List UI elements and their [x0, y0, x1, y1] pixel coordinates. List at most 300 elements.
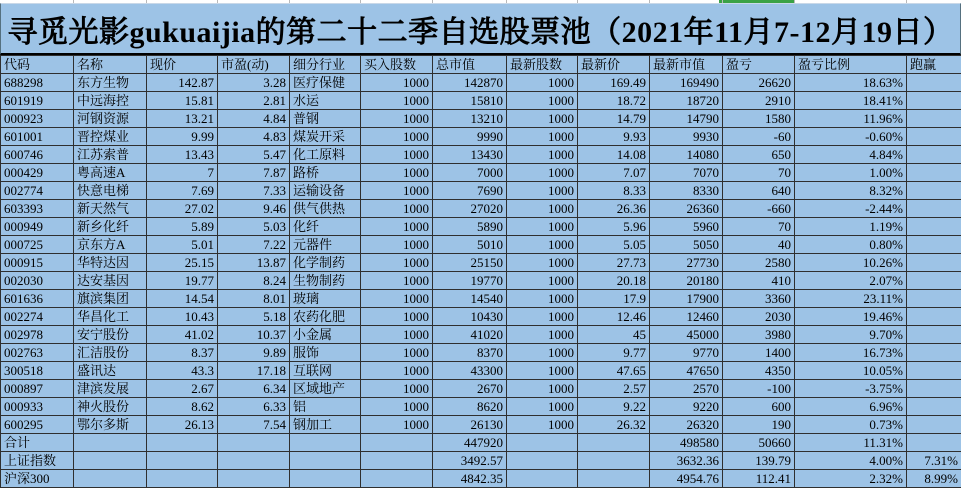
cell-r21-c4[interactable] — [218, 434, 290, 452]
cell-r21-c12[interactable]: 11.31% — [795, 434, 907, 452]
cell-r4-c9[interactable]: 9.93 — [578, 128, 650, 146]
cell-r18-c7[interactable]: 2670 — [433, 380, 507, 398]
cell-r3-c3[interactable]: 13.21 — [147, 110, 218, 128]
cell-r15-c1[interactable]: 002978 — [1, 326, 74, 344]
cell-r6-c1[interactable]: 000429 — [1, 164, 74, 182]
cell-r18-c10[interactable]: 2570 — [650, 380, 723, 398]
cell-r22-c2[interactable] — [74, 452, 147, 470]
cell-r15-c5[interactable]: 小金属 — [290, 326, 361, 344]
cell-r13-c11[interactable]: 3360 — [723, 290, 795, 308]
cell-r16-c2[interactable]: 汇洁股份 — [74, 344, 147, 362]
cell-r1-c2[interactable]: 东方生物 — [74, 74, 147, 92]
column-header-1[interactable]: 代码 — [1, 56, 74, 74]
cell-r21-c7[interactable]: 447920 — [433, 434, 507, 452]
cell-r18-c11[interactable]: -100 — [723, 380, 795, 398]
cell-r1-c5[interactable]: 医疗保健 — [290, 74, 361, 92]
cell-r18-c12[interactable]: -3.75% — [795, 380, 907, 398]
cell-r2-c3[interactable]: 15.81 — [147, 92, 218, 110]
cell-r23-c5[interactable] — [290, 470, 361, 488]
cell-r22-c10[interactable]: 3632.36 — [650, 452, 723, 470]
cell-r11-c10[interactable]: 27730 — [650, 254, 723, 272]
cell-r22-c4[interactable] — [218, 452, 290, 470]
cell-r10-c1[interactable]: 000725 — [1, 236, 74, 254]
cell-r6-c11[interactable]: 70 — [723, 164, 795, 182]
cell-r22-c7[interactable]: 3492.57 — [433, 452, 507, 470]
cell-r14-c5[interactable]: 农药化肥 — [290, 308, 361, 326]
cell-r1-c1[interactable]: 688298 — [1, 74, 74, 92]
cell-r22-c11[interactable]: 139.79 — [723, 452, 795, 470]
column-header-9[interactable]: 最新价 — [578, 56, 650, 74]
cell-r15-c7[interactable]: 41020 — [433, 326, 507, 344]
cell-r14-c8[interactable]: 1000 — [507, 308, 578, 326]
cell-r10-c7[interactable]: 5010 — [433, 236, 507, 254]
cell-r7-c3[interactable]: 7.69 — [147, 182, 218, 200]
cell-r1-c13[interactable] — [907, 74, 961, 92]
cell-r16-c11[interactable]: 1400 — [723, 344, 795, 362]
cell-r15-c11[interactable]: 3980 — [723, 326, 795, 344]
cell-r19-c6[interactable]: 1000 — [361, 398, 433, 416]
cell-r6-c10[interactable]: 7070 — [650, 164, 723, 182]
cell-r7-c4[interactable]: 7.33 — [218, 182, 290, 200]
cell-r4-c3[interactable]: 9.99 — [147, 128, 218, 146]
cell-r13-c12[interactable]: 23.11% — [795, 290, 907, 308]
cell-r11-c9[interactable]: 27.73 — [578, 254, 650, 272]
cell-r21-c2[interactable] — [74, 434, 147, 452]
cell-r11-c5[interactable]: 化学制药 — [290, 254, 361, 272]
cell-r18-c1[interactable]: 000897 — [1, 380, 74, 398]
cell-r19-c5[interactable]: 铝 — [290, 398, 361, 416]
cell-r2-c10[interactable]: 18720 — [650, 92, 723, 110]
cell-r15-c3[interactable]: 41.02 — [147, 326, 218, 344]
cell-r14-c6[interactable]: 1000 — [361, 308, 433, 326]
cell-r16-c5[interactable]: 服饰 — [290, 344, 361, 362]
cell-r3-c11[interactable]: 1580 — [723, 110, 795, 128]
cell-r23-c12[interactable]: 2.32% — [795, 470, 907, 488]
cell-r19-c7[interactable]: 8620 — [433, 398, 507, 416]
cell-r6-c9[interactable]: 7.07 — [578, 164, 650, 182]
cell-r7-c5[interactable]: 运输设备 — [290, 182, 361, 200]
cell-r14-c1[interactable]: 002274 — [1, 308, 74, 326]
column-header-2[interactable]: 名称 — [74, 56, 147, 74]
cell-r9-c1[interactable]: 000949 — [1, 218, 74, 236]
cell-r1-c6[interactable]: 1000 — [361, 74, 433, 92]
cell-r18-c13[interactable] — [907, 380, 961, 398]
cell-r19-c2[interactable]: 神火股份 — [74, 398, 147, 416]
cell-r10-c10[interactable]: 5050 — [650, 236, 723, 254]
cell-r2-c6[interactable]: 1000 — [361, 92, 433, 110]
cell-r9-c2[interactable]: 新乡化纤 — [74, 218, 147, 236]
cell-r8-c12[interactable]: -2.44% — [795, 200, 907, 218]
cell-r13-c9[interactable]: 17.9 — [578, 290, 650, 308]
cell-r18-c3[interactable]: 2.67 — [147, 380, 218, 398]
cell-r13-c1[interactable]: 601636 — [1, 290, 74, 308]
cell-r15-c2[interactable]: 安宁股份 — [74, 326, 147, 344]
cell-r14-c10[interactable]: 12460 — [650, 308, 723, 326]
cell-r11-c12[interactable]: 10.26% — [795, 254, 907, 272]
cell-r4-c6[interactable]: 1000 — [361, 128, 433, 146]
cell-r16-c6[interactable]: 1000 — [361, 344, 433, 362]
cell-r5-c6[interactable]: 1000 — [361, 146, 433, 164]
cell-r3-c2[interactable]: 河钢资源 — [74, 110, 147, 128]
cell-r5-c4[interactable]: 5.47 — [218, 146, 290, 164]
cell-r4-c13[interactable] — [907, 128, 961, 146]
cell-r7-c8[interactable]: 1000 — [507, 182, 578, 200]
cell-r14-c11[interactable]: 2030 — [723, 308, 795, 326]
cell-r19-c3[interactable]: 8.62 — [147, 398, 218, 416]
cell-r6-c12[interactable]: 1.00% — [795, 164, 907, 182]
column-header-6[interactable]: 买入股数 — [361, 56, 433, 74]
cell-r20-c1[interactable]: 600295 — [1, 416, 74, 434]
cell-r23-c6[interactable] — [361, 470, 433, 488]
cell-r10-c9[interactable]: 5.05 — [578, 236, 650, 254]
cell-r14-c9[interactable]: 12.46 — [578, 308, 650, 326]
cell-r17-c2[interactable]: 盛讯达 — [74, 362, 147, 380]
cell-r13-c8[interactable]: 1000 — [507, 290, 578, 308]
cell-r11-c3[interactable]: 25.15 — [147, 254, 218, 272]
cell-r17-c4[interactable]: 17.18 — [218, 362, 290, 380]
cell-r21-c13[interactable] — [907, 434, 961, 452]
cell-r9-c7[interactable]: 5890 — [433, 218, 507, 236]
cell-r5-c13[interactable] — [907, 146, 961, 164]
cell-r8-c7[interactable]: 27020 — [433, 200, 507, 218]
cell-r15-c13[interactable] — [907, 326, 961, 344]
cell-r19-c1[interactable]: 000933 — [1, 398, 74, 416]
column-header-5[interactable]: 细分行业 — [290, 56, 361, 74]
cell-r20-c4[interactable]: 7.54 — [218, 416, 290, 434]
cell-r18-c9[interactable]: 2.57 — [578, 380, 650, 398]
cell-r17-c5[interactable]: 互联网 — [290, 362, 361, 380]
cell-r12-c5[interactable]: 生物制药 — [290, 272, 361, 290]
cell-r2-c7[interactable]: 15810 — [433, 92, 507, 110]
cell-r6-c2[interactable]: 粤高速A — [74, 164, 147, 182]
cell-r14-c7[interactable]: 10430 — [433, 308, 507, 326]
column-header-12[interactable]: 盈亏比例 — [795, 56, 907, 74]
cell-r3-c8[interactable]: 1000 — [507, 110, 578, 128]
cell-r8-c11[interactable]: -660 — [723, 200, 795, 218]
cell-r8-c10[interactable]: 26360 — [650, 200, 723, 218]
cell-r22-c8[interactable] — [507, 452, 578, 470]
cell-r9-c6[interactable]: 1000 — [361, 218, 433, 236]
cell-r10-c13[interactable] — [907, 236, 961, 254]
cell-r20-c5[interactable]: 钢加工 — [290, 416, 361, 434]
cell-r17-c7[interactable]: 43300 — [433, 362, 507, 380]
cell-r13-c7[interactable]: 14540 — [433, 290, 507, 308]
cell-r3-c4[interactable]: 4.84 — [218, 110, 290, 128]
cell-r4-c10[interactable]: 9930 — [650, 128, 723, 146]
cell-r22-c3[interactable] — [147, 452, 218, 470]
cell-r4-c7[interactable]: 9990 — [433, 128, 507, 146]
cell-r12-c3[interactable]: 19.77 — [147, 272, 218, 290]
cell-r2-c2[interactable]: 中远海控 — [74, 92, 147, 110]
cell-r22-c1[interactable]: 上证指数 — [1, 452, 74, 470]
cell-r6-c6[interactable]: 1000 — [361, 164, 433, 182]
cell-r1-c4[interactable]: 3.28 — [218, 74, 290, 92]
cell-r4-c1[interactable]: 601001 — [1, 128, 74, 146]
cell-r23-c1[interactable]: 沪深300 — [1, 470, 74, 488]
cell-r15-c4[interactable]: 10.37 — [218, 326, 290, 344]
cell-r2-c4[interactable]: 2.81 — [218, 92, 290, 110]
cell-r5-c1[interactable]: 600746 — [1, 146, 74, 164]
cell-r9-c5[interactable]: 化纤 — [290, 218, 361, 236]
cell-r20-c12[interactable]: 0.73% — [795, 416, 907, 434]
cell-r16-c7[interactable]: 8370 — [433, 344, 507, 362]
cell-r1-c12[interactable]: 18.63% — [795, 74, 907, 92]
cell-r11-c2[interactable]: 华特达因 — [74, 254, 147, 272]
cell-r8-c8[interactable]: 1000 — [507, 200, 578, 218]
cell-r6-c7[interactable]: 7000 — [433, 164, 507, 182]
cell-r2-c11[interactable]: 2910 — [723, 92, 795, 110]
cell-r21-c9[interactable] — [578, 434, 650, 452]
cell-r4-c11[interactable]: -60 — [723, 128, 795, 146]
cell-r19-c10[interactable]: 9220 — [650, 398, 723, 416]
cell-r2-c13[interactable] — [907, 92, 961, 110]
cell-r17-c1[interactable]: 300518 — [1, 362, 74, 380]
cell-r1-c3[interactable]: 142.87 — [147, 74, 218, 92]
column-header-7[interactable]: 总市值 — [433, 56, 507, 74]
cell-r11-c7[interactable]: 25150 — [433, 254, 507, 272]
cell-r9-c11[interactable]: 70 — [723, 218, 795, 236]
cell-r9-c8[interactable]: 1000 — [507, 218, 578, 236]
cell-r6-c13[interactable] — [907, 164, 961, 182]
cell-r3-c7[interactable]: 13210 — [433, 110, 507, 128]
cell-r19-c13[interactable] — [907, 398, 961, 416]
cell-r8-c6[interactable]: 1000 — [361, 200, 433, 218]
cell-r14-c3[interactable]: 10.43 — [147, 308, 218, 326]
cell-r21-c10[interactable]: 498580 — [650, 434, 723, 452]
cell-r3-c12[interactable]: 11.96% — [795, 110, 907, 128]
cell-r21-c5[interactable] — [290, 434, 361, 452]
cell-r12-c8[interactable]: 1000 — [507, 272, 578, 290]
cell-r1-c10[interactable]: 169490 — [650, 74, 723, 92]
cell-r1-c9[interactable]: 169.49 — [578, 74, 650, 92]
cell-r16-c4[interactable]: 9.89 — [218, 344, 290, 362]
cell-r5-c7[interactable]: 13430 — [433, 146, 507, 164]
cell-r20-c3[interactable]: 26.13 — [147, 416, 218, 434]
cell-r13-c6[interactable]: 1000 — [361, 290, 433, 308]
cell-r15-c10[interactable]: 45000 — [650, 326, 723, 344]
cell-r5-c12[interactable]: 4.84% — [795, 146, 907, 164]
cell-r9-c4[interactable]: 5.03 — [218, 218, 290, 236]
cell-r7-c13[interactable] — [907, 182, 961, 200]
cell-r17-c10[interactable]: 47650 — [650, 362, 723, 380]
cell-r5-c3[interactable]: 13.43 — [147, 146, 218, 164]
cell-r2-c9[interactable]: 18.72 — [578, 92, 650, 110]
cell-r23-c8[interactable] — [507, 470, 578, 488]
cell-r8-c3[interactable]: 27.02 — [147, 200, 218, 218]
cell-r7-c11[interactable]: 640 — [723, 182, 795, 200]
cell-r6-c3[interactable]: 7 — [147, 164, 218, 182]
cell-r14-c2[interactable]: 华昌化工 — [74, 308, 147, 326]
cell-r7-c7[interactable]: 7690 — [433, 182, 507, 200]
cell-r21-c1[interactable]: 合计 — [1, 434, 74, 452]
cell-r8-c13[interactable] — [907, 200, 961, 218]
column-header-3[interactable]: 现价 — [147, 56, 218, 74]
column-header-11[interactable]: 盈亏 — [723, 56, 795, 74]
cell-r8-c9[interactable]: 26.36 — [578, 200, 650, 218]
cell-r3-c10[interactable]: 14790 — [650, 110, 723, 128]
cell-r12-c7[interactable]: 19770 — [433, 272, 507, 290]
cell-r23-c3[interactable] — [147, 470, 218, 488]
cell-r10-c4[interactable]: 7.22 — [218, 236, 290, 254]
cell-r5-c9[interactable]: 14.08 — [578, 146, 650, 164]
cell-r17-c8[interactable]: 1000 — [507, 362, 578, 380]
cell-r13-c4[interactable]: 8.01 — [218, 290, 290, 308]
cell-r12-c6[interactable]: 1000 — [361, 272, 433, 290]
cell-r10-c5[interactable]: 元器件 — [290, 236, 361, 254]
cell-r11-c4[interactable]: 13.87 — [218, 254, 290, 272]
cell-r22-c12[interactable]: 4.00% — [795, 452, 907, 470]
cell-r3-c9[interactable]: 14.79 — [578, 110, 650, 128]
cell-r4-c8[interactable]: 1000 — [507, 128, 578, 146]
cell-r1-c8[interactable]: 1000 — [507, 74, 578, 92]
cell-r4-c12[interactable]: -0.60% — [795, 128, 907, 146]
cell-r15-c9[interactable]: 45 — [578, 326, 650, 344]
cell-r12-c2[interactable]: 达安基因 — [74, 272, 147, 290]
cell-r23-c10[interactable]: 4954.76 — [650, 470, 723, 488]
cell-r11-c8[interactable]: 1000 — [507, 254, 578, 272]
cell-r10-c3[interactable]: 5.01 — [147, 236, 218, 254]
cell-r7-c2[interactable]: 快意电梯 — [74, 182, 147, 200]
cell-r9-c9[interactable]: 5.96 — [578, 218, 650, 236]
cell-r16-c8[interactable]: 1000 — [507, 344, 578, 362]
cell-r23-c2[interactable] — [74, 470, 147, 488]
title-cell[interactable] — [0, 3, 961, 55]
cell-r11-c13[interactable] — [907, 254, 961, 272]
cell-r16-c10[interactable]: 9770 — [650, 344, 723, 362]
cell-r7-c10[interactable]: 8330 — [650, 182, 723, 200]
cell-r13-c2[interactable]: 旗滨集团 — [74, 290, 147, 308]
cell-r14-c13[interactable] — [907, 308, 961, 326]
cell-r20-c13[interactable] — [907, 416, 961, 434]
cell-r8-c2[interactable]: 新天然气 — [74, 200, 147, 218]
cell-r6-c8[interactable]: 1000 — [507, 164, 578, 182]
cell-r5-c2[interactable]: 江苏索普 — [74, 146, 147, 164]
cell-r2-c8[interactable]: 1000 — [507, 92, 578, 110]
cell-r5-c10[interactable]: 14080 — [650, 146, 723, 164]
cell-r4-c4[interactable]: 4.83 — [218, 128, 290, 146]
cell-r3-c6[interactable]: 1000 — [361, 110, 433, 128]
cell-r20-c7[interactable]: 26130 — [433, 416, 507, 434]
cell-r19-c11[interactable]: 600 — [723, 398, 795, 416]
cell-r22-c9[interactable] — [578, 452, 650, 470]
cell-r14-c4[interactable]: 5.18 — [218, 308, 290, 326]
cell-r3-c1[interactable]: 000923 — [1, 110, 74, 128]
cell-r9-c3[interactable]: 5.89 — [147, 218, 218, 236]
cell-r20-c10[interactable]: 26320 — [650, 416, 723, 434]
cell-r9-c13[interactable] — [907, 218, 961, 236]
cell-r20-c11[interactable]: 190 — [723, 416, 795, 434]
cell-r1-c11[interactable]: 26620 — [723, 74, 795, 92]
cell-r6-c4[interactable]: 7.87 — [218, 164, 290, 182]
cell-r1-c7[interactable]: 142870 — [433, 74, 507, 92]
cell-r12-c9[interactable]: 20.18 — [578, 272, 650, 290]
cell-r16-c13[interactable] — [907, 344, 961, 362]
cell-r18-c8[interactable]: 1000 — [507, 380, 578, 398]
cell-r16-c1[interactable]: 002763 — [1, 344, 74, 362]
cell-r12-c4[interactable]: 8.24 — [218, 272, 290, 290]
cell-r7-c1[interactable]: 002774 — [1, 182, 74, 200]
cell-r9-c10[interactable]: 5960 — [650, 218, 723, 236]
cell-r20-c2[interactable]: 鄂尔多斯 — [74, 416, 147, 434]
cell-r10-c12[interactable]: 0.80% — [795, 236, 907, 254]
cell-r13-c5[interactable]: 玻璃 — [290, 290, 361, 308]
cell-r18-c6[interactable]: 1000 — [361, 380, 433, 398]
cell-r19-c8[interactable]: 1000 — [507, 398, 578, 416]
cell-r21-c3[interactable] — [147, 434, 218, 452]
cell-r7-c12[interactable]: 8.32% — [795, 182, 907, 200]
cell-r15-c12[interactable]: 9.70% — [795, 326, 907, 344]
cell-r10-c2[interactable]: 京东方A — [74, 236, 147, 254]
cell-r11-c1[interactable]: 000915 — [1, 254, 74, 272]
cell-r2-c12[interactable]: 18.41% — [795, 92, 907, 110]
cell-r12-c1[interactable]: 002030 — [1, 272, 74, 290]
cell-r16-c9[interactable]: 9.77 — [578, 344, 650, 362]
cell-r23-c4[interactable] — [218, 470, 290, 488]
cell-r8-c4[interactable]: 9.46 — [218, 200, 290, 218]
cell-r20-c9[interactable]: 26.32 — [578, 416, 650, 434]
cell-r8-c5[interactable]: 供气供热 — [290, 200, 361, 218]
cell-r10-c6[interactable]: 1000 — [361, 236, 433, 254]
cell-r17-c11[interactable]: 4350 — [723, 362, 795, 380]
cell-r2-c5[interactable]: 水运 — [290, 92, 361, 110]
cell-r5-c11[interactable]: 650 — [723, 146, 795, 164]
column-header-13[interactable]: 跑赢 — [907, 56, 961, 74]
cell-r12-c13[interactable] — [907, 272, 961, 290]
cell-r21-c11[interactable]: 50660 — [723, 434, 795, 452]
cell-r10-c8[interactable]: 1000 — [507, 236, 578, 254]
cell-r2-c1[interactable]: 601919 — [1, 92, 74, 110]
cell-r17-c12[interactable]: 10.05% — [795, 362, 907, 380]
cell-r20-c8[interactable]: 1000 — [507, 416, 578, 434]
column-header-10[interactable]: 最新市值 — [650, 56, 723, 74]
cell-r17-c13[interactable] — [907, 362, 961, 380]
cell-r11-c11[interactable]: 2580 — [723, 254, 795, 272]
cell-r22-c5[interactable] — [290, 452, 361, 470]
column-header-8[interactable]: 最新股数 — [507, 56, 578, 74]
cell-r20-c6[interactable]: 1000 — [361, 416, 433, 434]
cell-r16-c12[interactable]: 16.73% — [795, 344, 907, 362]
cell-r21-c8[interactable] — [507, 434, 578, 452]
cell-r7-c9[interactable]: 8.33 — [578, 182, 650, 200]
cell-r15-c8[interactable]: 1000 — [507, 326, 578, 344]
cell-r22-c6[interactable] — [361, 452, 433, 470]
cell-r6-c5[interactable]: 路桥 — [290, 164, 361, 182]
cell-r19-c12[interactable]: 6.96% — [795, 398, 907, 416]
cell-r15-c6[interactable]: 1000 — [361, 326, 433, 344]
cell-r13-c3[interactable]: 14.54 — [147, 290, 218, 308]
cell-r23-c9[interactable] — [578, 470, 650, 488]
cell-r11-c6[interactable]: 1000 — [361, 254, 433, 272]
cell-r17-c9[interactable]: 47.65 — [578, 362, 650, 380]
column-header-4[interactable]: 市盈(动) — [218, 56, 290, 74]
cell-r14-c12[interactable]: 19.46% — [795, 308, 907, 326]
cell-r3-c13[interactable] — [907, 110, 961, 128]
cell-r19-c9[interactable]: 9.22 — [578, 398, 650, 416]
cell-r23-c13[interactable]: 8.99% — [907, 470, 961, 488]
cell-r13-c13[interactable] — [907, 290, 961, 308]
cell-r23-c7[interactable]: 4842.35 — [433, 470, 507, 488]
cell-r4-c5[interactable]: 煤炭开采 — [290, 128, 361, 146]
cell-r12-c12[interactable]: 2.07% — [795, 272, 907, 290]
cell-r8-c1[interactable]: 603393 — [1, 200, 74, 218]
cell-r17-c3[interactable]: 43.3 — [147, 362, 218, 380]
cell-r19-c4[interactable]: 6.33 — [218, 398, 290, 416]
cell-r5-c8[interactable]: 1000 — [507, 146, 578, 164]
cell-r12-c10[interactable]: 20180 — [650, 272, 723, 290]
cell-r10-c11[interactable]: 40 — [723, 236, 795, 254]
cell-r9-c12[interactable]: 1.19% — [795, 218, 907, 236]
cell-r22-c13[interactable]: 7.31% — [907, 452, 961, 470]
